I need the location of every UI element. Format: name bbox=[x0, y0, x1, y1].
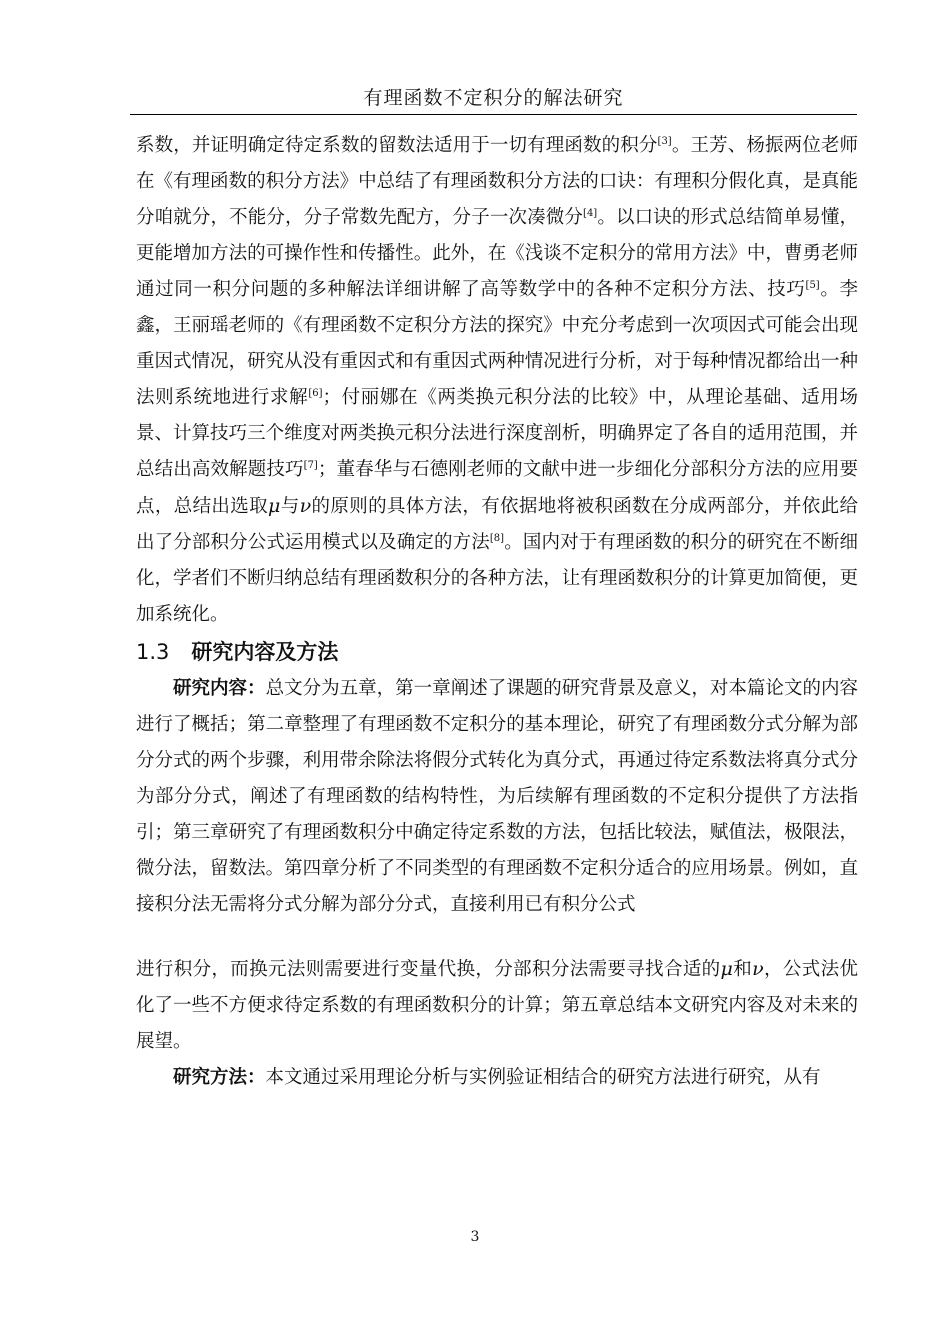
citation-7: [7] bbox=[303, 459, 318, 471]
label-research-content: 研究内容： bbox=[173, 678, 266, 699]
math-mu: μ bbox=[720, 958, 733, 980]
citation-4: [4] bbox=[583, 207, 598, 219]
text-run: 本文通过采用理论分析与实例验证相结合的研究方法进行研究，从有 bbox=[265, 1067, 821, 1088]
text-run: 与 bbox=[280, 496, 300, 517]
text-run: ；董春华与石德刚老师的文献中进一步细化分部积分方法的应用要点，总结出选取 bbox=[136, 459, 858, 517]
vertical-gap bbox=[136, 923, 858, 951]
math-mu: μ bbox=[268, 495, 281, 517]
text-run: 。以口诀的形式总结简单易懂，更能增加方法的可操作性和传播性。此外，在《浅谈不定积分的常用方法》中，曹勇老师通过同一积分问题的多种解法详细讲解了高等数学中的各种不定积分方法、技巧 bbox=[136, 207, 858, 300]
citation-5: [5] bbox=[805, 279, 820, 291]
citation-8: [8] bbox=[489, 532, 505, 544]
section-number: 1.3 bbox=[136, 640, 170, 664]
text-run: 和 bbox=[732, 959, 753, 980]
citation-3: [3] bbox=[657, 135, 672, 147]
text-run: ，公式法优化了一些不方便求待定系数的有理函数积分的计算；第五章总结本文研究内容及对未来的展望。 bbox=[136, 959, 858, 1052]
paragraph-research-content bbox=[136, 671, 858, 923]
math-nu: ν bbox=[752, 958, 764, 980]
text-run: 。李鑫，王丽瑶老师的《有理函数不定积分方法的探究》中充分考虑到一次项因式可能会出现重因式情况，研究从没有重因式和有重因式两种情况进行分析，对于每种情况都给出一种法则系统地进行求解 bbox=[136, 279, 858, 408]
section-heading bbox=[136, 633, 858, 671]
paragraph-continued bbox=[136, 951, 858, 1060]
text-run: ；付丽娜在《两类换元积分法的比较》中，从理论基础、适用场景、计算技巧三个维度对两类换元积分法进行深度剖析，明确界定了各自的适用范围，并总结出高效解题技巧 bbox=[136, 387, 858, 480]
text-run: 。王芳、杨振两位老师在《有理函数的积分方法》中总结了有理函数积分方法的口诀：有理积分假化真，是真能分咱就分，不能分，分子常数先配方，分子一次凑微分 bbox=[136, 135, 858, 228]
running-header: 有理函数不定积分的解法研究 bbox=[363, 87, 624, 109]
text-run: 总文分为五章，第一章阐述了课题的研究背景及意义，对本篇论文的内容进行了概括；第二章整理了有理函数不定积分的基本理论，研究了有理函数分式分解为部分分式的两个步骤，利用带余除法将假分式转化为真分式，再通过待定系数法将真分式分为部分分式，阐述了有理函数的结构特性，为后续解有理函数的不定积分提供了方法指引；第三章研究了有理函数积分中确定待定系数的方法，包括比较法，赋值法，极限法，微分法，留数法。第四章分析了不同类型的有理函数不定积分适合的应用场景。例如，直接积分法无需将分式分解为部分分式，直接利用已有积分公式 bbox=[136, 678, 858, 915]
text-run: 进行积分，而换元法则需要进行变量代换，分部积分法需要寻找合适的 bbox=[136, 959, 721, 980]
header-rule bbox=[130, 114, 857, 115]
text-run: 系数，并证明确定待定系数的留数法适用于一切有理函数的积分 bbox=[136, 135, 658, 156]
citation-6: [6] bbox=[308, 387, 323, 399]
text-run: 的原则的具体方法，有依据地将被积函数在分成两部分，并依此给出了分部积分公式运用模式以及确定的方法 bbox=[136, 496, 858, 553]
paragraph-literature bbox=[136, 128, 858, 633]
body-text bbox=[136, 128, 858, 1096]
page-number: 3 bbox=[470, 1229, 480, 1245]
section-title: 研究内容及方法 bbox=[191, 640, 339, 664]
paragraph-research-method bbox=[136, 1060, 858, 1096]
math-nu: ν bbox=[299, 495, 312, 517]
text-run: 。国内对于有理函数的积分的研究在不断细化，学者们不断归纳总结有理函数积分的各种方法，让有理函数积分的计算更加简便，更加系统化。 bbox=[136, 532, 858, 625]
label-research-method: 研究方法： bbox=[173, 1067, 266, 1088]
